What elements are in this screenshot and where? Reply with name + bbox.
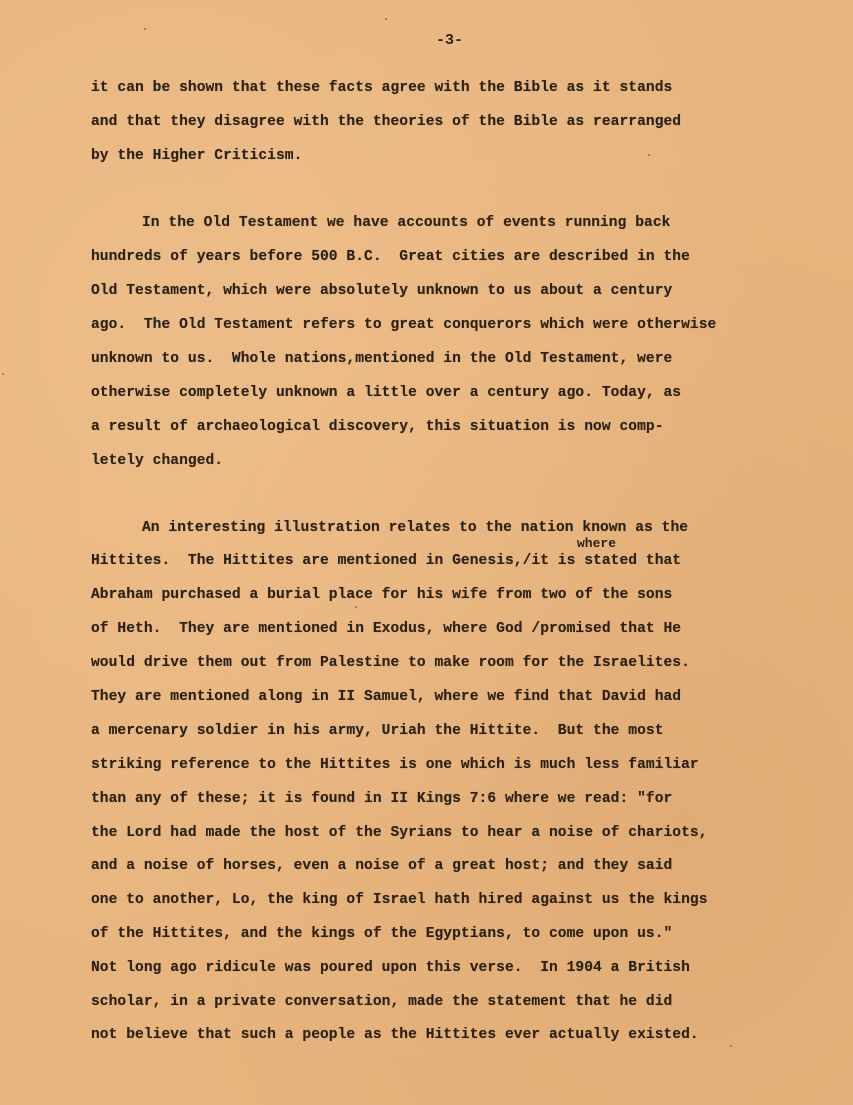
paragraph-3-line-10: the Lord had made the host of the Syrians to hear a noise of chariots,: [91, 825, 708, 841]
paragraph-1-line-3: by the Higher Criticism.: [91, 148, 303, 164]
paragraph-2-line-6: otherwise completely unknown a little over a century ago. Today, as: [91, 385, 682, 401]
paper-speck: [648, 154, 650, 156]
paragraph-2-line-7: a result of archaeological discovery, this situation is now comp-: [91, 419, 664, 435]
paragraph-3-line-9: than any of these; it is found in II Kings 7:6 where we read: "for: [91, 791, 673, 807]
paper-speck: [385, 18, 387, 20]
paragraph-3-line-5: would drive them out from Palestine to make room for the Israelites.: [91, 655, 690, 671]
paper-speck: [2, 373, 4, 375]
paragraph-3-line-3: Abraham purchased a burial place for his wife from two of the sons: [91, 587, 673, 603]
paragraph-2-line-5: unknown to us. Whole nations,mentioned in the Old Testament, were: [91, 351, 673, 367]
paragraph-3-line-11: and a noise of horses, even a noise of a great host; and they said: [91, 858, 673, 874]
paragraph-2-line-3: Old Testament, which were absolutely unknown to us about a century: [91, 283, 673, 299]
paragraph-3-line-7: a mercenary soldier in his army, Uriah the Hittite. But the most: [91, 723, 664, 739]
paragraph-1-line-1: it can be shown that these facts agree with the Bible as it stands: [91, 80, 673, 96]
paragraph-2-line-1: In the Old Testament we have accounts of events running back: [142, 215, 671, 231]
paper-speck: [730, 1045, 732, 1047]
paragraph-2-line-2: hundreds of years before 500 B.C. Great cities are described in the: [91, 249, 690, 265]
handwritten-insert: where: [577, 536, 617, 551]
paragraph-3-line-2: Hittites. The Hittites are mentioned in Genesis,/it is stated that: [91, 553, 682, 569]
paragraph-3-line-6: They are mentioned along in II Samuel, where we find that David had: [91, 689, 682, 705]
paper-speck: [355, 606, 357, 608]
paragraph-3-line-8: striking reference to the Hittites is one which is much less familiar: [91, 757, 699, 773]
paper-speck: [144, 28, 146, 30]
paragraph-3-line-4: of Heth. They are mentioned in Exodus, where God /promised that He: [91, 621, 682, 637]
paragraph-2-line-4: ago. The Old Testament refers to great conquerors which were otherwise: [91, 317, 717, 333]
paragraph-3-line-15: scholar, in a private conversation, made the statement that he did: [91, 994, 673, 1010]
page-number: -3-: [436, 32, 464, 49]
paragraph-3-line-1: An interesting illustration relates to the nation known as the: [142, 520, 689, 536]
paragraph-3-line-14: Not long ago ridicule was poured upon this verse. In 1904 a British: [91, 960, 690, 976]
paragraph-2-line-8: letely changed.: [91, 453, 224, 469]
paragraph-3-line-16: not believe that such a people as the Hittites ever actually existed.: [91, 1027, 699, 1043]
paragraph-3-line-12: one to another, Lo, the king of Israel hath hired against us the kings: [91, 892, 708, 908]
paragraph-3-line-13: of the Hittites, and the kings of the Egyptians, to come upon us.": [91, 926, 673, 942]
paragraph-1-line-2: and that they disagree with the theories of the Bible as rearranged: [91, 114, 682, 130]
